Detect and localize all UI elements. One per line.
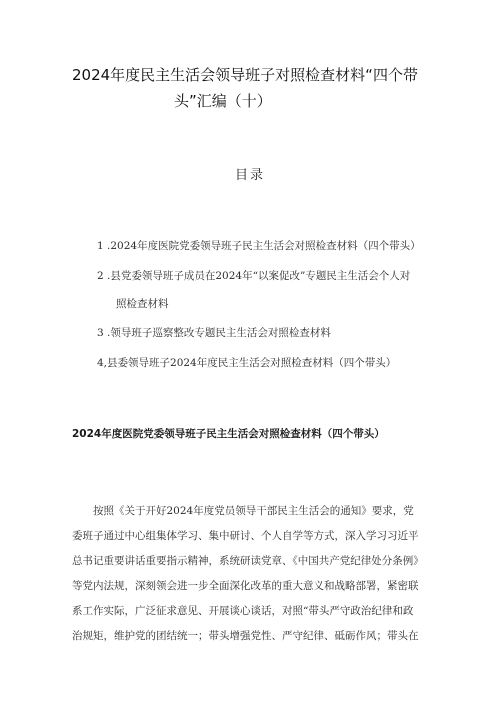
document-title-line-2: 头”汇编（十）: [174, 92, 272, 110]
body-line-2: 委班子通过中心组集体学习、集中研讨、个人自学等方式，深入学习习近平: [72, 530, 419, 542]
body-line-5: 系工作实际，广泛征求意见、开展谈心谈话，对照“带头严守政治纪律和政: [72, 605, 414, 617]
toc-item-2-continued[interactable]: 照检查材料: [116, 298, 169, 310]
toc-item-4[interactable]: 4,县委领导班子2024年度民主生活会对照检查材料（四个带头）: [97, 357, 397, 369]
toc-item-1[interactable]: 1 .2024年度医院党委领导班子民主生活会对照检查材料（四个带头）: [97, 240, 421, 252]
toc-heading: 目录: [234, 168, 265, 183]
section-heading: 2024年度医院党委领导班子民主生活会对照检查材料（四个带头）: [72, 428, 385, 440]
toc-item-3[interactable]: 3 .领导班子巡察整改专题民主生活会对照检查材料: [97, 327, 331, 339]
document-title-line-1: 2024年度民主生活会领导班子对照检查材料“四个带: [72, 66, 418, 84]
body-line-3: 总书记重要讲话重要指示精神，系统研读党章、《中国共产党纪律处分条例》: [72, 555, 424, 567]
body-line-6: 治规矩，维护党的团结统一；带头增强党性、严守纪律、砥砺作风；带头在: [72, 630, 419, 642]
body-line-1: 按照《关于开好2024年度党员领导干部民主生活会的通知》要求，党: [93, 505, 414, 517]
toc-item-2[interactable]: 2 .县党委领导班子成员在2024年“以案促改”专题民主生活会个人对: [97, 270, 411, 282]
body-line-4: 等党内法规，深刻领会进一步全面深化改革的重大意义和战略部署，紧密联: [72, 580, 419, 592]
